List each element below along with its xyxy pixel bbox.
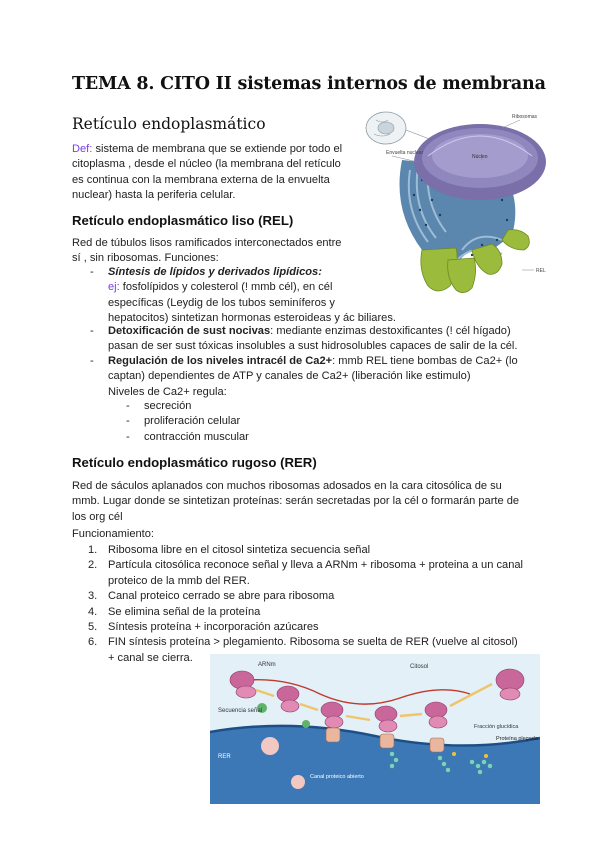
label-citosol: Citosol <box>410 664 429 670</box>
def-line: sistema de membrana que se extiende por todo el <box>92 143 343 155</box>
label-fraccion-glucidica: Fracción glucídica <box>474 724 519 730</box>
rer-intro-line: Red de sáculos aplanados con muchos ribosomas adosados en la cara citosólica de su <box>72 480 502 492</box>
rel-item1-title: Síntesis de lípidos y derivados lipídicos: <box>108 266 322 278</box>
rer-intro <box>72 479 532 525</box>
rer-intro-line: mmb. Lugar donde se sintetizan proteínas: serán secretadas por la cél o formarán parte de <box>72 495 520 508</box>
rel-heading: Retículo endoplasmático liso (REL) <box>72 213 294 228</box>
list-item: - secreción <box>126 400 192 412</box>
page-title: TEMA 8. CITO II sistemas internos de membrana <box>72 74 546 94</box>
list-item: 2. Partícula citosólica reconoce señal y lleva a ARNm + ribosoma + proteina a un canal proteico de la mmb del RER. <box>88 559 524 587</box>
list-item: - proliferación celular <box>126 415 241 428</box>
list-item: 1. Ribosoma libre en el citosol sintetiza secuencia señal <box>88 544 371 556</box>
rel-item3-line: Niveles de Ca2+ regula: <box>108 385 227 398</box>
rel-intro-line: sí , sin ribosomas. Funciones: <box>72 252 219 265</box>
rer-translation-illustration <box>210 654 540 804</box>
label-nucleo: Núcleo <box>472 154 488 160</box>
label-arnm: ARNm <box>258 662 276 668</box>
rer-intro-line: los org cél <box>72 510 123 523</box>
rel-item1-line: hepatocitos) sintetizan hormonas esteroideas y ác biliares. <box>108 312 396 325</box>
er-illustration <box>362 100 550 300</box>
label-proteina-plegada: Proteína plegada <box>496 736 538 742</box>
rel-item-lipid-synthesis: - Síntesis de lípidos y derivados lipídicos: ej: fosfolípidos y colesterol (! mmb cél), en cél específicas (Leydig de los tubos seminíferos y hepatocitos) sintetizan hormonas esteroideas y ác biliares. <box>108 265 398 327</box>
rel-item-detox: - Detoxificación de sust nocivas: mediante enzimas destoxificantes (! cél hígado) pasan de ser sust tóxicas insolubles a sust hidrosolubles capaces de salir de la cél. <box>108 324 548 355</box>
def-line: nuclear) hasta la periferia celular. <box>72 189 236 202</box>
rel-intro <box>72 236 362 267</box>
rel-intro-line: Red de túbulos lisos ramificados interconectados entre <box>72 237 342 249</box>
def-line: es continua con la membrana externa de la envuelta <box>72 173 330 186</box>
nucleus <box>414 124 546 200</box>
rel-item2-line: pasan de ser sust tóxicas insolubles a sust hidrosolubles capaces de salir de la cél. <box>108 340 518 353</box>
rel-item2-title: Detoxificación de sust nocivas <box>108 325 271 337</box>
label-rer: RER <box>218 754 231 760</box>
list-item: 3. Canal proteico cerrado se abre para ribosoma <box>88 590 335 603</box>
definition-paragraph <box>72 142 362 204</box>
list-item: - contracción muscular <box>126 430 249 443</box>
label-ribosomas: Ribosomas <box>512 114 538 120</box>
label-rer: RER <box>372 286 383 292</box>
calcium-subitems <box>126 399 249 445</box>
label-canal-proteico: Canal proteico abierto <box>310 774 364 780</box>
cell-inset-icon <box>366 112 432 144</box>
rel-item2-line: : mediante enzimas destoxificantes (! cél hígado) <box>270 325 511 337</box>
label-rel: REL <box>536 268 546 274</box>
list-item: 5. Síntesis proteína + incorporación azúcares <box>88 621 319 634</box>
label-secuencia-senal: Secuencia señal <box>218 708 263 714</box>
func-label: Funcionamiento: <box>72 528 155 540</box>
section-heading-re: Retículo endoplasmático <box>72 115 266 133</box>
rel-item3-line: captan) dependientes de ATP y canales de Ca2+ (liberación like estimulo) <box>108 370 471 383</box>
def-line: citoplasma , desde el núcleo (la membrana del retículo <box>72 158 341 171</box>
list-item: 4. Se elimina señal de la proteína <box>88 605 261 618</box>
list-item: 6. FIN síntesis proteína > plegamiento. Ribosoma se suelta de RER (vuelve al citosol) + canal se cierra. <box>88 636 518 664</box>
rer-heading: Retículo endoplasmático rugoso (RER) <box>72 455 317 470</box>
rel-item1-line: fosfolípidos y colesterol (! mmb cél), en cél <box>119 281 333 294</box>
label-envuelta-nuclear: Envuelta nuclear <box>386 150 424 156</box>
rel-item-calcium: - Regulación de los niveles intracél de Ca2+: mmb REL tiene bombas de Ca2+ (lo captan) dependientes de ATP y canales de Ca2+ (liberación like estimulo) Niveles de Ca2+ regula: <box>108 354 548 400</box>
rel-item3-title: Regulación de los niveles intracél de Ca2+ <box>108 355 333 367</box>
rer-steps-list <box>88 543 548 666</box>
rel-item1-line: específicas (Leydig de los tubos seminíferos y <box>108 296 335 309</box>
def-prefix: Def: <box>72 143 93 155</box>
rel-item3-line: : mmb REL tiene bombas de Ca2+ (lo <box>332 355 518 367</box>
example-prefix: ej: <box>108 281 120 294</box>
